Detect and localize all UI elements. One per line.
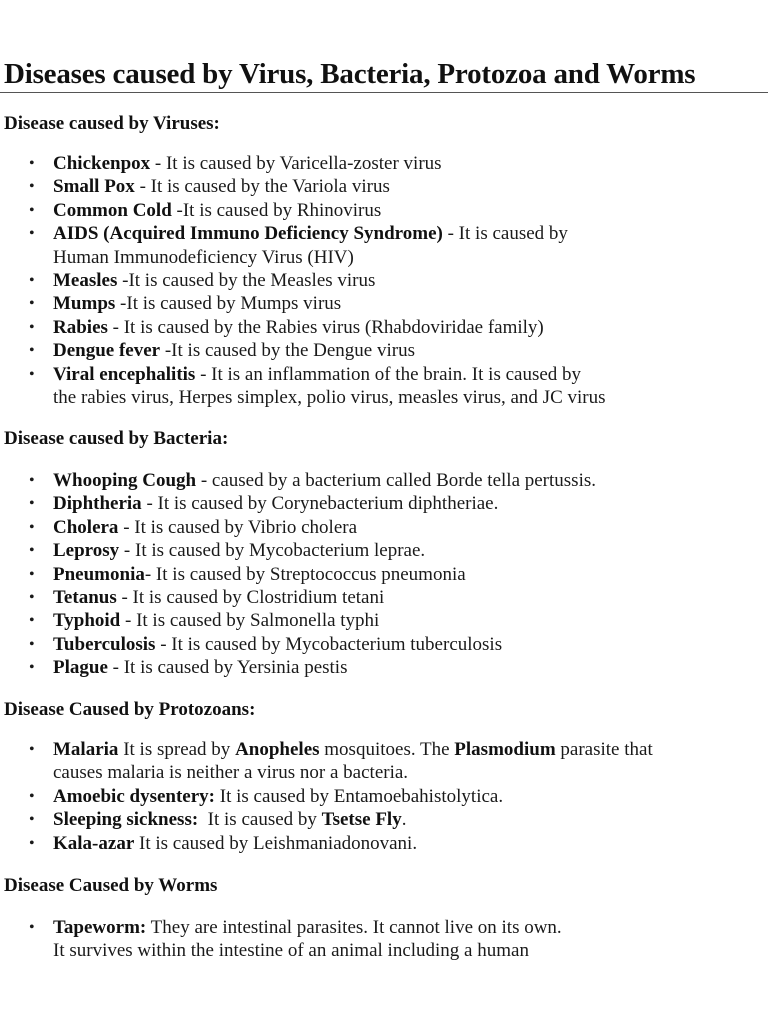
disease-description: - It is caused by the Rabies virus (Rhabdoviridae family) [107,316,544,338]
list-item [0,609,768,632]
list-item [0,199,768,222]
disease-description: - It is caused by Streptococcus pneumonia [144,563,466,585]
disease-description: - It is caused by Yersinia pestis [107,657,348,679]
virus-disease-list [0,152,768,409]
list-item [0,586,768,609]
list-item [0,808,768,831]
disease-description: It is caused by Leishmaniadonovani. [134,832,418,854]
section-heading-worms: Disease Caused by Worms [4,875,218,896]
bullet-icon: • [29,365,35,383]
list-item [0,316,768,339]
disease-description: -It is caused by Mumps virus [115,293,342,315]
list-item [0,738,768,785]
list-item [0,469,768,492]
list-item [0,492,768,515]
disease-name: Measles [53,270,118,292]
disease-description: It is caused by [198,809,322,831]
section-heading-bacteria: Disease caused by Bacteria: [4,428,229,449]
bullet-icon: • [29,834,35,852]
section-heading-protozoans: Disease Caused by Protozoans: [4,699,256,720]
bullet-icon: • [29,342,35,360]
bullet-icon: • [29,811,35,829]
vector-name: Anopheles [235,739,320,760]
disease-description: -It is caused by the Measles virus [117,270,376,292]
disease-description: - It is caused by Varicella-zoster virus [150,153,442,174]
disease-name: Plague [53,657,108,679]
bullet-icon: • [29,225,35,243]
disease-description: -It is caused by Rhinovirus [171,199,382,221]
disease-name: Sleeping sickness: [53,809,199,831]
list-item [0,222,768,269]
disease-description: They are intestinal parasites. It cannot live on its own. [146,917,562,938]
list-item [0,916,768,963]
disease-description: mosquitoes. The [319,739,455,760]
disease-name: Mumps [53,293,116,315]
bullet-icon: • [29,272,35,290]
bullet-icon: • [29,919,35,936]
disease-description: - It is caused by Salmonella typhi [120,610,380,632]
bullet-icon: • [29,295,35,313]
bullet-icon: • [29,178,35,196]
disease-name: Typhoid [53,610,121,632]
list-item [0,339,768,362]
list-item [0,785,768,808]
list-item [0,152,768,175]
section-heading-viruses: Disease caused by Viruses: [4,113,220,134]
disease-name: Diphtheria [53,493,142,515]
disease-description-continued: the rabies virus, Herpes simplex, polio virus, measles virus, and JC virus [53,387,606,409]
disease-description: - It is caused by the Variola virus [134,176,390,198]
disease-name: Whooping Cough [53,470,197,491]
list-item [0,832,768,855]
disease-description: It is caused by Entamoebahistolytica. [215,785,504,807]
list-item [0,175,768,198]
list-item [0,633,768,656]
disease-description: - It is caused by Corynebacterium diphtheriae. [141,493,499,515]
disease-description-continued: causes malaria is neither a virus nor a bacteria. [53,762,409,784]
bullet-icon: • [29,318,35,336]
disease-description: - It is caused by Mycobacterium tuberculosis [155,633,503,655]
disease-name: Tapeworm: [53,917,147,938]
bullet-icon: • [29,495,35,513]
disease-name: Leprosy [53,540,120,562]
disease-name: Chickenpox [53,153,151,174]
disease-description: - It is an inflammation of the brain. It is caused by [195,363,582,385]
bullet-icon: • [29,542,35,560]
disease-description-end: . [401,809,407,831]
disease-name: Kala-azar [53,832,135,854]
list-item [0,363,768,410]
list-item [0,656,768,679]
vector-name: Tsetse Fly [321,809,402,831]
bullet-icon: • [29,612,35,630]
bullet-icon: • [29,201,35,219]
bullet-icon: • [29,787,35,805]
disease-name: Common Cold [53,199,172,221]
title-underline [0,92,768,93]
bullet-icon: • [29,635,35,653]
disease-name: Tuberculosis [53,633,156,655]
bullet-icon: • [29,472,35,489]
disease-name: Viral encephalitis [53,363,196,385]
disease-description: - It is caused by Vibrio cholera [118,516,358,538]
disease-name: Rabies [53,316,108,338]
disease-name: AIDS (Acquired Immuno Deficiency Syndrome) [53,223,443,245]
page-title: Diseases caused by Virus, Bacteria, Protozoa and Worms [4,58,696,90]
worm-disease-list [0,916,768,963]
list-item [0,563,768,586]
parasite-name: Plasmodium [454,739,556,760]
list-item [0,292,768,315]
protozoan-disease-list [0,738,768,855]
bullet-icon: • [29,659,35,677]
disease-description: -It is caused by the Dengue virus [160,340,415,362]
disease-description: It is spread by [118,739,236,760]
bullet-icon: • [29,589,35,607]
disease-description-continued: It survives within the intestine of an animal including a human [53,940,529,962]
list-item [0,269,768,292]
disease-description-continued: Human Immunodeficiency Virus (HIV) [53,246,354,268]
disease-description: parasite that [555,739,653,760]
bullet-icon: • [29,741,35,758]
disease-name: Tetanus [53,587,117,609]
disease-description: - caused by a bacterium called Borde tella pertussis. [196,470,597,491]
bullet-icon: • [29,155,35,172]
disease-name: Malaria [53,739,119,760]
disease-name: Pneumonia [53,563,145,585]
list-item [0,516,768,539]
disease-description: - It is caused by [442,223,568,245]
disease-name: Amoebic dysentery: [53,785,215,807]
list-item [0,539,768,562]
bacteria-disease-list [0,469,768,680]
disease-description: - It is caused by Clostridium tetani [116,587,385,609]
disease-name: Cholera [53,516,119,538]
disease-name: Dengue fever [53,340,161,362]
disease-name: Small Pox [53,176,135,198]
bullet-icon: • [29,565,35,583]
bullet-icon: • [29,518,35,536]
disease-description: - It is caused by Mycobacterium leprae. [119,540,426,562]
